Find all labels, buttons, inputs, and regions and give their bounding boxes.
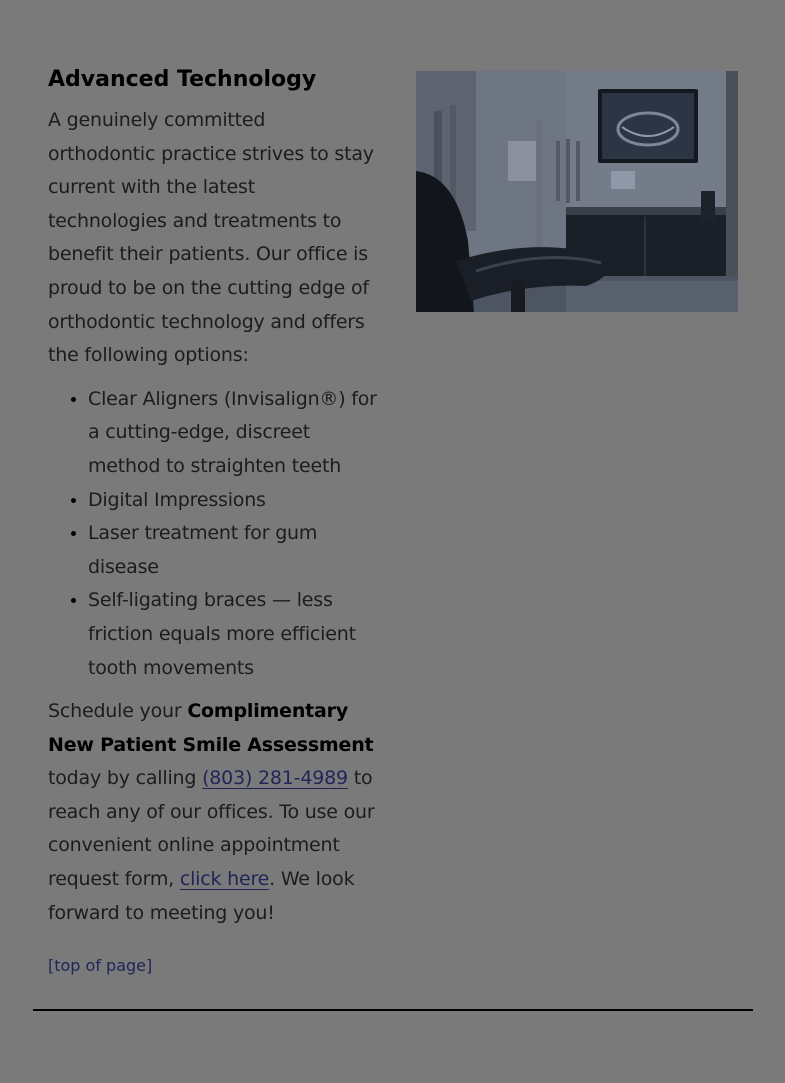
assessment-offer: Complimentary New Patient Smile Assessment	[48, 700, 374, 756]
cta-after-bold: today by calling	[48, 767, 203, 790]
cta-prefix: Schedule your	[48, 700, 188, 723]
list-item: • Laser treatment for gum disease	[88, 517, 378, 584]
content-column	[48, 64, 378, 975]
list-item: • Clear Aligners (Invisalign®) for a cutting-edge, discreet method to straighten teeth	[88, 383, 378, 484]
cta-after-phone: to reach any of our offices. To use our convenient online appointment request form,	[48, 767, 375, 891]
phone-link[interactable]: (803) 281-4989	[202, 767, 348, 790]
dental-office-illustration	[416, 71, 738, 312]
section-divider	[33, 1009, 753, 1011]
technology-options-list	[48, 383, 378, 685]
list-item: • Self-ligating braces — less friction equals more efficient tooth movements	[88, 584, 378, 685]
list-item: • Digital Impressions	[88, 484, 378, 518]
dental-office-photo	[416, 71, 738, 312]
schedule-paragraph	[48, 695, 378, 930]
appointment-form-link[interactable]: click here	[179, 868, 270, 891]
section-heading: Advanced Technology	[48, 67, 317, 92]
cta-suffix: . We look forward to meeting you!	[48, 868, 355, 924]
intro-paragraph: A genuinely committed orthodontic practice strives to stay current with the latest technologies and treatments to benefit their patients. Our office is proud to be on the cutting edge of orthodontic technology and offers the following options:	[48, 109, 374, 367]
top-of-page-link[interactable]: [top of page]	[48, 956, 153, 976]
